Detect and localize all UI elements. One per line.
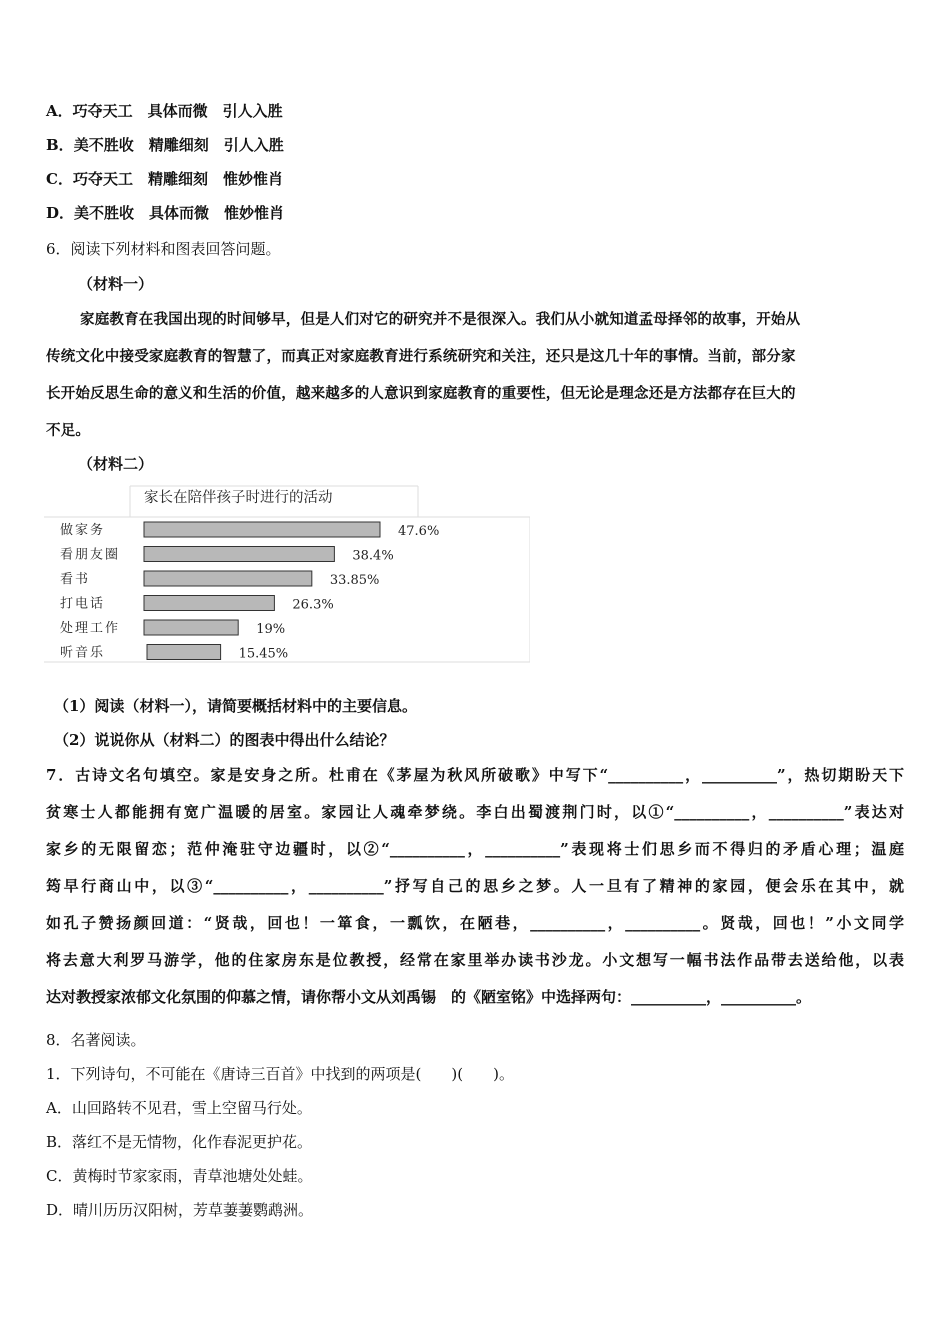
option-c <box>46 168 283 189</box>
material1-line-4: 不足。 <box>46 422 91 439</box>
category-label: 看朋友圈 <box>60 547 121 563</box>
q7-line-3: 家乡的无限留恋；范仲淹驻守边疆时，以②“__________，__________”表现将士们思乡而不得归的矛盾心理；温庭 <box>46 840 904 858</box>
option-text: 巧夺天工 具体而微 引人入胜 <box>72 102 283 120</box>
category-label: 打电话 <box>60 596 106 612</box>
q6-sub1: （1）阅读（材料一），请简要概括材料中的主要信息。 <box>54 697 417 715</box>
bar <box>144 522 380 537</box>
category-label: 听音乐 <box>60 645 106 661</box>
option-label: C． <box>46 1167 73 1185</box>
bar <box>144 547 334 562</box>
q8-sub1: 1．下列诗句，不可能在《唐诗三百首》中找到的两项是( )( )。 <box>46 1065 514 1083</box>
option-label: A． <box>46 102 73 120</box>
chart-svg <box>44 480 530 665</box>
option-label: D． <box>46 204 75 222</box>
option-a <box>46 100 283 121</box>
option-label: B． <box>46 1133 73 1151</box>
value-label: 15.45% <box>238 646 289 662</box>
option-d <box>46 202 284 223</box>
category-label: 处理工作 <box>60 621 121 636</box>
value-label: 26.3% <box>292 597 334 613</box>
q7-line-6: 将去意大利罗马游学，他的住家房东是位教授，经常在家里举办读书沙龙。小文想写一幅书法作品带去送给他，以表 <box>46 951 904 969</box>
option-text: 美不胜收 具体而微 惟妙惟肖 <box>74 204 285 222</box>
value-label: 47.6% <box>398 524 440 539</box>
q6-sub2: （2）说说你从（材料二）的图表中得出什么结论？ <box>54 731 395 749</box>
option-text: 巧夺天工 精雕细刻 惟妙惟肖 <box>72 170 283 188</box>
q6-stem: 6．阅读下列材料和图表回答问题。 <box>46 240 281 258</box>
q7-line-2: 贫寒士人都能拥有宽广温暖的居室。家园让人魂牵梦绕。李白出蜀渡荆门时，以①“__________，__________”表达对 <box>46 803 904 821</box>
bar <box>147 645 221 660</box>
value-label: 38.4% <box>352 548 394 564</box>
option-label: C． <box>46 170 73 188</box>
bar <box>144 620 238 635</box>
option-label: D． <box>46 1201 74 1219</box>
option-text: 落红不是无情物，化作春泥更护花。 <box>72 1133 313 1151</box>
q8-stem: 8．名著阅读。 <box>46 1031 146 1049</box>
q8-option-b <box>46 1131 312 1152</box>
activities-bar-chart <box>44 480 530 665</box>
material2-label: （材料二） <box>78 455 154 473</box>
chart-title: 家长在陪伴孩子时进行的活动 <box>144 490 333 506</box>
value-label: 19% <box>256 622 286 637</box>
option-b <box>46 134 284 155</box>
q8-option-c <box>46 1165 313 1186</box>
q7-line-5: 如孔子赞扬颜回道：“贤哉，回也！一箪食，一瓢饮，在陋巷，__________，__________。贤哉，回也！”小文同学 <box>46 914 904 932</box>
option-label: B． <box>46 136 74 154</box>
option-text: 黄梅时节家家雨，青草池塘处处蛙。 <box>72 1167 313 1185</box>
option-text: 美不胜收 精雕细刻 引人入胜 <box>73 136 284 154</box>
q7-line-7: 达对教授家浓郁文化氛围的仰慕之情，请你帮小文从刘禹锡 的《陋室铭》中选择两句：__________，__________。 <box>46 988 812 1006</box>
material1-line-3: 长开始反思生命的意义和生活的价值，越来越多的人意识到家庭教育的重要性，但无论是理念还是方法都存在巨大的 <box>46 385 796 402</box>
option-text: 晴川历历汉阳树，芳草萋萋鹦鹉洲。 <box>73 1201 314 1219</box>
bar <box>144 596 274 611</box>
option-text: 山回路转不见君，雪上空留马行处。 <box>71 1099 312 1117</box>
q7-line-1: 7．古诗文名句填空。家是安身之所。杜甫在《茅屋为秋风所破歌》中写下“__________，__________”，热切期盼天下 <box>46 766 904 784</box>
category-label: 看书 <box>60 572 91 587</box>
q8-option-d <box>46 1199 313 1220</box>
option-label: A． <box>46 1099 72 1117</box>
material1-line-2: 传统文化中接受家庭教育的智慧了，而真正对家庭教育进行系统研究和关注，还只是这几十年的事情。当前，部分家 <box>46 348 796 365</box>
category-label: 做家务 <box>60 523 106 538</box>
bar <box>144 571 312 586</box>
q7-line-4: 筠早行商山中，以③“__________，__________”抒写自己的思乡之梦。人一旦有了精神的家园，便会乐在其中，就 <box>46 877 904 895</box>
material1-line-1: 家庭教育在我国出现的时间够早，但是人们对它的研究并不是很深入。我们从小就知道孟母择邻的故事，开始从 <box>80 311 801 328</box>
value-label: 33.85% <box>329 573 380 588</box>
material1-label: （材料一） <box>78 275 154 293</box>
q8-option-a <box>46 1097 312 1118</box>
